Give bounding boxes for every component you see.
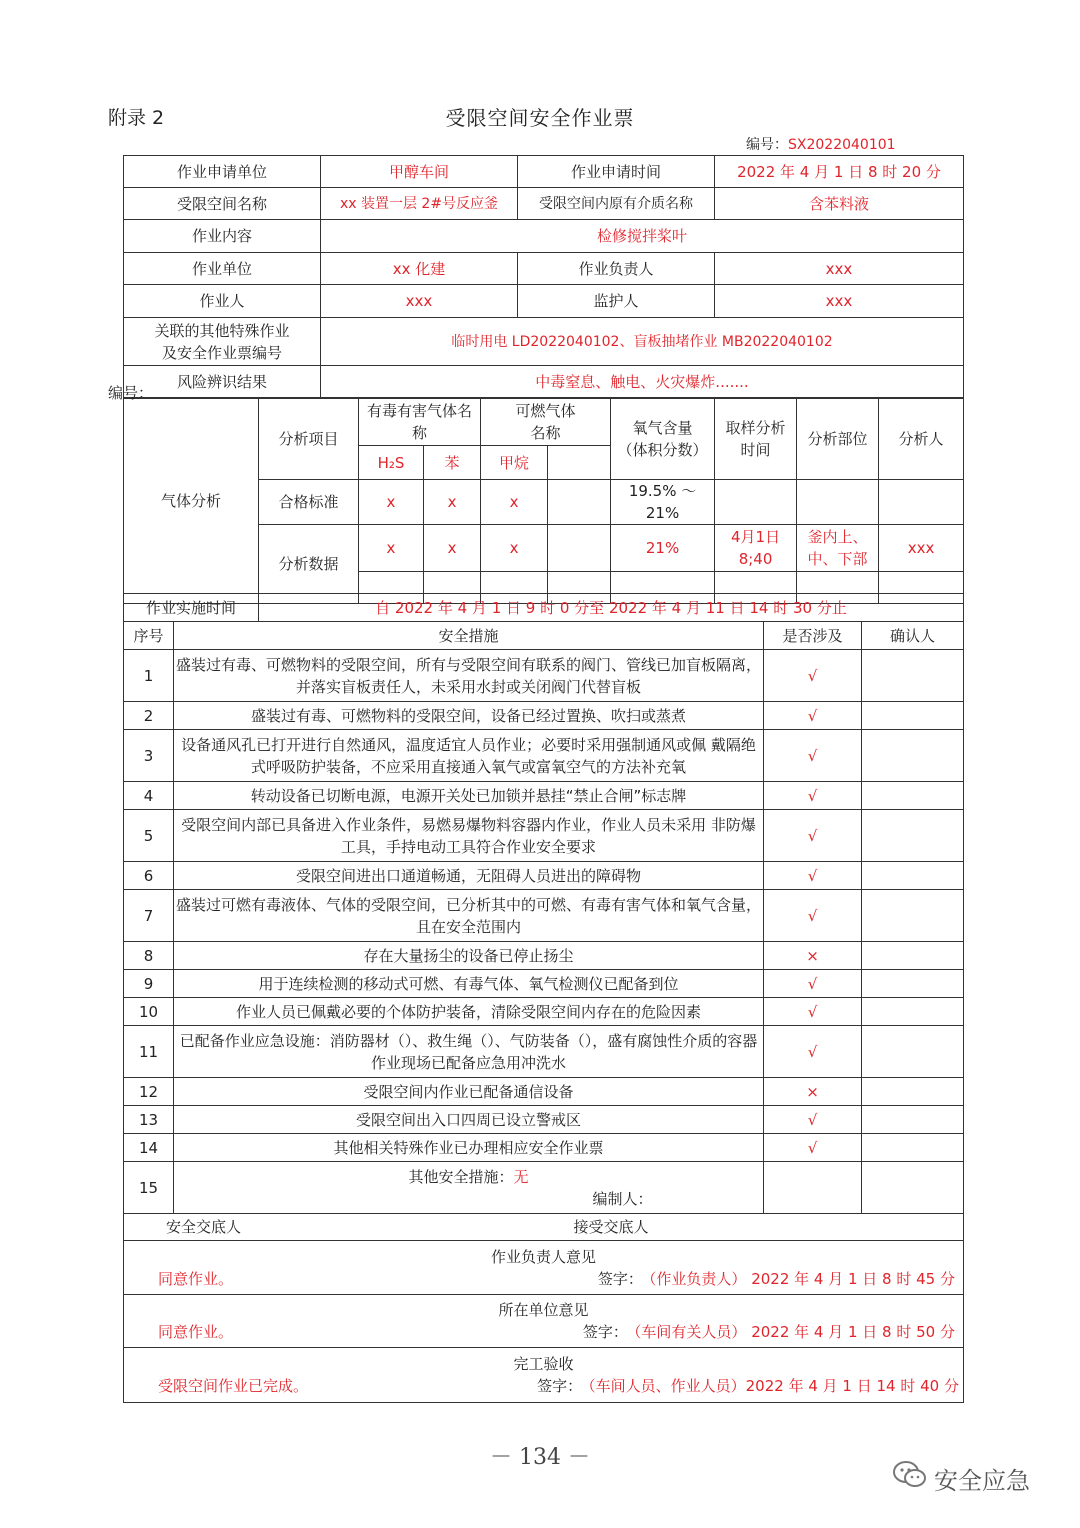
apply-unit-value: 甲醇车间 [321,156,518,188]
measure-involved-mark: √ [764,998,862,1026]
col-number-header: 序号 [124,622,174,650]
other-measures-label: 其他安全措施： [408,1168,514,1186]
risk-value: 中毒窒息、触电、火灾爆炸....... [321,366,964,399]
guardian-label: 监护人 [518,285,715,318]
standard-location [797,480,879,525]
medium-label: 受限空间内原有介质名称 [518,188,715,220]
measure-text: 盛装过有毒、可燃物料的受限空间，所有与受限空间有联系的阀门、管线已加盲板隔离，并落实盲板责任人，未采用水封或关闭阀门代替盲板 [174,650,764,702]
completion-sign-value: （车间人员、作业人员）2022 年 4 月 1 日 14 时 40 分 [588,1377,959,1395]
measure-number: 12 [124,1078,174,1106]
leader-opinion-text: 同意作业。 [158,1269,234,1288]
measure-text: 其他相关特殊作业已办理相应安全作业票 [174,1134,764,1162]
measure-row [124,1026,964,1078]
work-unit-label: 作业单位 [124,253,321,285]
measure-confirm [862,782,964,810]
briefing-receiver-label: 接受交底人 [544,1214,964,1241]
measure-confirm [862,702,964,730]
data-label: 分析数据 [259,525,359,604]
apply-time-value: 2022 年 4 月 1 日 8 时 20 分 [715,156,964,188]
unit-opinion [124,1295,964,1348]
measure-number: 1 [124,650,174,702]
compiler-label: 编制人： [592,1190,653,1208]
data-location-line-2: 中、下部 [807,550,868,568]
measure-row [124,1078,964,1106]
toxic-gas-2: 苯 [424,446,481,480]
measure-involved-mark: × [764,942,862,970]
other-measures [174,1162,764,1214]
toxic-gas-header: 有毒有害气体名称 [359,398,481,446]
measure-number: 15 [124,1162,174,1214]
measure-number: 4 [124,782,174,810]
measure-text: 盛装过可燃有毒液体、气体的受限空间，已分析其中的可燃、有毒有害气体和氧气含量，且在安全范围内 [174,890,764,942]
completion-label: 完工验收 [513,1355,574,1373]
measure-involved-mark: × [764,1078,862,1106]
measure-text: 设备通风孔已打开进行自然通风，温度适宜人员作业；必要时采用强制通风或佩 戴隔绝式呼吸防护装备，不应采用直接通入氧气或富氧空气的方法补充氧 [174,730,764,782]
measure-confirm [862,1134,964,1162]
safety-measures-table [123,621,964,1214]
data-sample-time [715,525,797,572]
leader-label: 作业负责人 [518,253,715,285]
worker-label: 作业人 [124,285,321,318]
toxic-gas-1: H₂S [359,446,424,480]
measure-row [124,810,964,862]
opinions-table [123,1213,964,1403]
info-table [123,155,964,399]
stray-code-label: 编号： [108,384,154,402]
measure-text: 转动设备已切断电源，电源开关处已加锁并悬挂“禁止合闸”标志牌 [174,782,764,810]
content-label: 作业内容 [124,220,321,253]
measure-involved-mark: √ [764,1106,862,1134]
measure-involved-mark: √ [764,970,862,998]
measure-involved-mark: √ [764,810,862,862]
measure-row [124,942,964,970]
standard-toxic-2: x [424,480,481,525]
measure-text: 受限空间内作业已配备通信设备 [174,1078,764,1106]
measure-involved-mark: √ [764,1134,862,1162]
unit-opinion-text: 同意作业。 [158,1323,234,1341]
standard-toxic-1: x [359,480,424,525]
data-location [797,525,879,572]
measure-involved-mark: √ [764,890,862,942]
measure-number: 7 [124,890,174,942]
measure-confirm [862,942,964,970]
ticket-code [746,134,896,154]
oxygen-header [611,398,715,480]
analysis-item-label: 分析项目 [259,398,359,480]
content-value: 检修搅拌桨叶 [321,220,964,253]
unit-sign-value: （车间有关人员） 2022 年 4 月 1 日 8 时 50 分 [633,1323,955,1341]
oxygen-header-line-2: （体积分数） [617,440,708,459]
watermark-text: 安全应急 [934,1466,1030,1495]
measure-confirm [862,1026,964,1078]
related-value: 临时用电 LD2022040102、盲板抽堵作业 MB2022040102 [321,318,964,366]
measure-confirm [862,998,964,1026]
flammable-gas-1: 甲烷 [481,446,548,480]
data-toxic-2: x [424,525,481,572]
related-label-line-1: 关联的其他特殊作业 [154,321,290,340]
data-sample-time-line-2: 8;40 [738,550,773,568]
measure-row [124,1106,964,1134]
work-unit-value: xx 化建 [321,253,518,285]
appendix-label: 附录 2 [108,107,165,129]
measure-involved-mark: √ [764,782,862,810]
measure-row [124,782,964,810]
data-flammable-1: x [481,525,548,572]
other-involved [764,1162,862,1214]
watermark [892,1460,1030,1496]
unit-opinion-label: 所在单位意见 [498,1301,589,1319]
leader-opinion [124,1241,964,1295]
flammable-gas-2 [548,446,611,480]
measure-involved-mark: √ [764,862,862,890]
standard-analyst [879,480,964,525]
measure-number: 13 [124,1106,174,1134]
measure-number: 5 [124,810,174,862]
space-name-value: xx 装置一层 2#号反应釜 [321,188,518,220]
unit-sign-label: 签字： [582,1323,628,1341]
medium-value: 含苯料液 [715,188,964,220]
measure-text: 存在大量扬尘的设备已停止扬尘 [174,942,764,970]
data-oxygen: 21% [611,525,715,572]
leader-value: xxx [715,253,964,285]
completion-sign-label: 签字： [537,1377,583,1395]
apply-unit-label: 作业申请单位 [124,156,321,188]
standard-flammable-1: x [481,480,548,525]
data-flammable-2 [548,525,611,572]
measure-row [124,862,964,890]
col-confirm-header: 确认人 [862,622,964,650]
page-number: － 134 － [490,1445,590,1470]
leader-sign-label: 签字： [597,1269,643,1288]
measure-confirm [862,810,964,862]
analyst-header: 分析人 [879,398,964,480]
other-confirm [862,1162,964,1214]
leader-sign-value: （作业负责人） 2022 年 4 月 1 日 8 时 45 分 [648,1269,955,1288]
measure-text: 盛装过有毒、可燃物料的受限空间，设备已经过置换、吹扫或蒸煮 [174,702,764,730]
measure-row [124,730,964,782]
wechat-icon [892,1460,928,1496]
gas-section-label: 气体分析 [124,398,259,604]
ticket-code-label: 编号： [746,137,788,153]
flammable-gas-header-line-1: 可燃气体 [515,401,576,420]
sample-time-header-line-2: 时间 [740,440,771,459]
ticket-code-value: SX2022040101 [788,137,896,153]
measure-text: 已配备作业应急设施：消防器材（）、救生绳（）、气防装备（），盛有腐蚀性介质的容器作业现场已配备应急用冲洗水 [174,1026,764,1078]
risk-label: 风险辨识结果 [124,366,321,399]
measure-number: 2 [124,702,174,730]
measure-row [124,1134,964,1162]
measure-number: 11 [124,1026,174,1078]
data-toxic-1: x [359,525,424,572]
measure-text: 受限空间进出口通道畅通，无阻碍人员进出的障碍物 [174,862,764,890]
measure-number: 14 [124,1134,174,1162]
work-period-value: 自 2022 年 4 月 1 日 9 时 0 分至 2022 年 4 月 11 日 14 时 30 分止 [259,594,964,622]
sample-time-header [715,398,797,480]
measure-number: 10 [124,998,174,1026]
measure-confirm [862,730,964,782]
measure-row [124,702,964,730]
completion-acceptance [124,1348,964,1403]
data-location-line-1: 釜内上、 [807,528,868,546]
related-label [124,318,321,366]
leader-opinion-label: 作业负责人意见 [490,1247,596,1266]
worker-value: xxx [321,285,518,318]
safety-briefer-label: 安全交底人 [124,1214,544,1241]
related-label-line-2: 及安全作业票编号 [161,343,282,362]
data-analyst: xxx [879,525,964,572]
gas-analysis-table [123,397,964,604]
work-period-table [123,593,964,622]
flammable-gas-header [481,398,611,446]
completion-text: 受限空间作业已完成。 [158,1377,309,1395]
measure-row [124,998,964,1026]
measure-row-other [124,1162,964,1214]
location-header: 分析部位 [797,398,879,480]
document-title: 受限空间安全作业票 [445,106,635,130]
measure-number: 3 [124,730,174,782]
guardian-value: xxx [715,285,964,318]
measure-number: 9 [124,970,174,998]
measure-row [124,650,964,702]
oxygen-header-line-1: 氧气含量 [632,418,693,437]
measure-confirm [862,650,964,702]
standard-oxygen: 19.5% ～21% [611,480,715,525]
measure-text: 作业人员已佩戴必要的个体防护装备，清除受限空间内存在的危险因素 [174,998,764,1026]
flammable-gas-header-line-2: 名称 [530,423,561,442]
standard-sample-time [715,480,797,525]
col-involved-header: 是否涉及 [764,622,862,650]
measure-row [124,970,964,998]
standard-label: 合格标准 [259,480,359,525]
space-name-label: 受限空间名称 [124,188,321,220]
measure-text: 受限空间出入口四周已设立警戒区 [174,1106,764,1134]
apply-time-label: 作业申请时间 [518,156,715,188]
measure-text: 受限空间内部已具备进入作业条件，易燃易爆物料容器内作业，作业人员未采用 非防爆工具，手持电动工具符合作业安全要求 [174,810,764,862]
measure-confirm [862,970,964,998]
measure-involved-mark: √ [764,1026,862,1078]
measure-text: 用于连续检测的移动式可燃、有毒气体、氧气检测仪已配备到位 [174,970,764,998]
standard-flammable-2 [548,480,611,525]
col-measure-header: 安全措施 [174,622,764,650]
measure-confirm [862,1078,964,1106]
measure-number: 6 [124,862,174,890]
measure-number: 8 [124,942,174,970]
data-sample-time-line-1: 4月1日 [730,528,781,546]
other-measures-value: 无 [513,1168,529,1186]
measure-row [124,890,964,942]
measure-confirm [862,862,964,890]
work-period-label: 作业实施时间 [124,594,259,622]
measure-involved-mark: √ [764,650,862,702]
sample-time-header-line-1: 取样分析 [725,418,786,437]
measure-confirm [862,1106,964,1134]
measure-involved-mark: √ [764,730,862,782]
measure-confirm [862,890,964,942]
measure-involved-mark: √ [764,702,862,730]
